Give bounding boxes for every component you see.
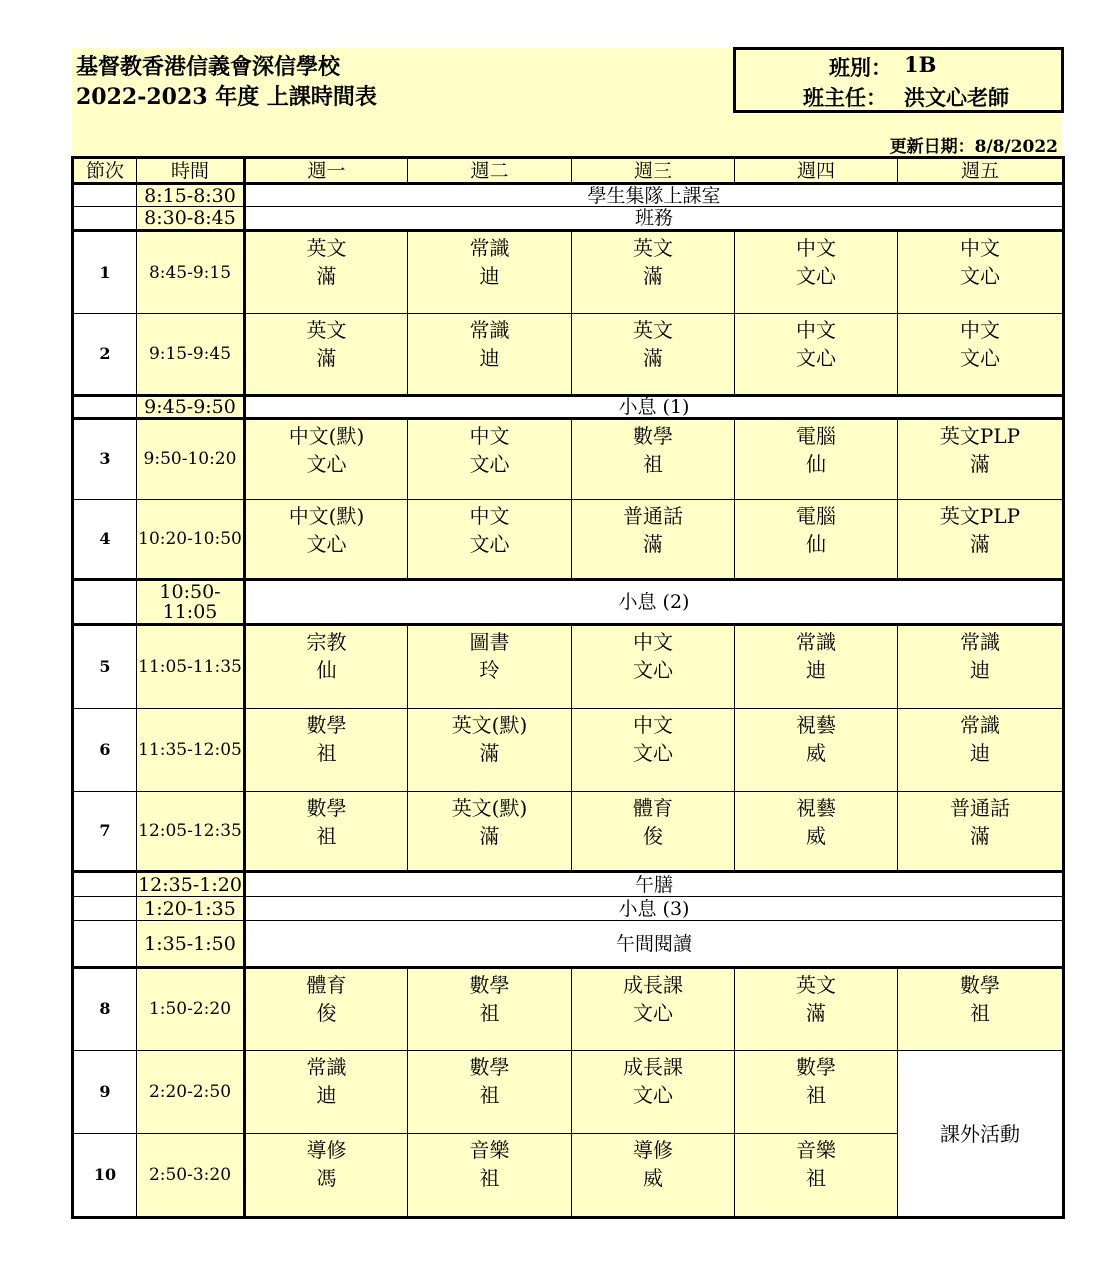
break-time: 1:35-1:50: [137, 921, 245, 967]
teacher: 文心: [633, 740, 673, 765]
subject: 電腦: [796, 503, 836, 528]
subject: 普通話: [623, 503, 683, 528]
teacher: 迪: [970, 740, 990, 765]
subject: 常識: [306, 1055, 347, 1080]
teacher: 仙: [806, 531, 826, 556]
teacher: 仙: [316, 658, 337, 683]
class-info-box: [733, 47, 1064, 113]
teacher: 祖: [316, 740, 337, 765]
subject: 中文: [796, 317, 836, 342]
update-date: 更新日期：8/8/2022: [889, 137, 1058, 157]
period-number: 4: [73, 499, 137, 579]
period-time: 9:50-10:20: [137, 419, 245, 499]
teacher: 滿: [970, 823, 990, 848]
lesson-cell: [245, 499, 408, 579]
teacher: 馮: [316, 1166, 337, 1191]
lesson-cell: [408, 791, 572, 871]
teacher: 滿: [316, 345, 337, 370]
lesson-cell: [572, 967, 735, 1050]
lesson-cell: [245, 967, 408, 1050]
lesson-cell: [408, 1134, 572, 1218]
lesson-cell: [898, 967, 1064, 1050]
teacher: 迪: [479, 345, 500, 370]
lesson-cell: [408, 313, 572, 395]
period-row: [73, 1051, 1064, 1134]
teacher: 迪: [970, 658, 990, 683]
period-time: 2:20-2:50: [137, 1051, 245, 1134]
period-row: [73, 967, 1064, 1050]
lesson-cell: [898, 791, 1064, 871]
subject: 英文: [306, 317, 347, 342]
lesson-cell: [898, 419, 1064, 499]
teacher: 文心: [469, 452, 510, 477]
teacher: 俊: [643, 823, 663, 848]
col-header-thu: 週四: [735, 158, 898, 184]
teacher: 文心: [960, 345, 1000, 370]
lesson-cell: [898, 625, 1064, 708]
subject: 圖書: [469, 630, 510, 655]
lesson-cell: [408, 231, 572, 313]
lesson-cell: [245, 625, 408, 708]
teacher: 迪: [479, 264, 500, 289]
lesson-cell: [898, 231, 1064, 313]
lesson-cell: [245, 791, 408, 871]
subject: 成長課: [623, 972, 683, 997]
lesson-cell: [735, 231, 898, 313]
break-time: 8:30-8:45: [137, 207, 245, 231]
subject: 中文: [469, 424, 510, 449]
break-label: 學生集隊上課室: [245, 184, 1064, 207]
lesson-cell: [408, 499, 572, 579]
subject: 導修: [633, 1138, 673, 1163]
lesson-cell: [572, 499, 735, 579]
lesson-cell: [735, 1134, 898, 1218]
lesson-cell: [245, 231, 408, 313]
header-row: [73, 158, 1064, 184]
lesson-cell: [735, 625, 898, 708]
lesson-cell: [572, 708, 735, 791]
subject: 英文: [633, 317, 673, 342]
teacher: 滿: [643, 345, 663, 370]
teacher: 威: [806, 823, 826, 848]
lesson-cell: [735, 791, 898, 871]
lesson-cell: [572, 1051, 735, 1134]
lesson-cell: [245, 708, 408, 791]
subject: 音樂: [796, 1138, 836, 1163]
lesson-cell: [245, 419, 408, 499]
lesson-cell: [408, 708, 572, 791]
period-time: 12:05-12:35: [137, 791, 245, 871]
period-row: [73, 499, 1064, 579]
break-label: 小息 (1): [245, 396, 1064, 419]
teacher: 祖: [806, 1083, 826, 1108]
teacher: 玲: [479, 658, 500, 683]
period-number: 6: [73, 708, 137, 791]
lesson-cell: [572, 231, 735, 313]
lesson-cell: [572, 419, 735, 499]
subject: 常識: [796, 630, 836, 655]
lesson-cell: [898, 708, 1064, 791]
lesson-cell: [572, 791, 735, 871]
col-header-mon: 週一: [245, 158, 408, 184]
period-row: [73, 791, 1064, 871]
teacher: 滿: [643, 264, 663, 289]
teacher: 滿: [479, 740, 500, 765]
lesson-cell: [735, 967, 898, 1050]
lesson-cell: [735, 313, 898, 395]
break-label: 班務: [245, 207, 1064, 231]
class-value: 1B: [904, 52, 937, 77]
break-label: 小息 (3): [245, 897, 1064, 921]
period-number: 3: [73, 419, 137, 499]
col-header-fri: 週五: [898, 158, 1064, 184]
teacher: 祖: [479, 1083, 500, 1108]
break-row: [73, 921, 1064, 967]
period-row: [73, 419, 1064, 499]
class-label: 班別：: [829, 55, 892, 80]
subject: 體育: [633, 795, 673, 820]
break-row: [73, 184, 1064, 207]
lesson-cell: [408, 625, 572, 708]
subject: 英文PLP: [939, 424, 1021, 449]
period-time: 8:45-9:15: [137, 231, 245, 313]
lesson-cell: [408, 1051, 572, 1134]
subject: 數學: [469, 1055, 510, 1080]
subject: 英文PLP: [939, 503, 1021, 528]
subject: 音樂: [469, 1138, 510, 1163]
period-number: 7: [73, 791, 137, 871]
teacher: 文心: [306, 531, 347, 556]
subject: 中文: [960, 317, 1000, 342]
school-name: 基督教香港信義會深信學校: [76, 54, 341, 80]
teacher: 滿: [479, 823, 500, 848]
teacher: 文心: [796, 264, 836, 289]
teacher: 祖: [479, 1000, 500, 1025]
subject: 英文(默): [451, 795, 528, 820]
period-row: [73, 708, 1064, 791]
teacher: 文心: [306, 452, 347, 477]
timetable-title: 2022-2023 年度 上課時間表: [76, 84, 377, 110]
period-time: 9:15-9:45: [137, 313, 245, 395]
break-row: [73, 872, 1064, 897]
subject: 英文(默): [451, 712, 528, 737]
break-label: 午膳: [245, 872, 1064, 897]
teacher-value: 洪文心老師: [904, 85, 1009, 110]
teacher: 滿: [970, 452, 990, 477]
period-number: 9: [73, 1051, 137, 1134]
subject: 英文: [796, 972, 836, 997]
subject: 體育: [306, 972, 347, 997]
teacher: 文心: [469, 531, 510, 556]
break-row: [73, 579, 1064, 624]
teacher: 迪: [806, 658, 826, 683]
subject: 視藝: [796, 712, 836, 737]
subject: 英文: [633, 236, 673, 261]
subject: 中文: [469, 503, 510, 528]
subject: 普通話: [950, 795, 1010, 820]
teacher: 滿: [970, 531, 990, 556]
subject: 常識: [960, 712, 1000, 737]
subject: 數學: [796, 1055, 836, 1080]
period-number: 8: [73, 967, 137, 1050]
period-time: 2:50-3:20: [137, 1134, 245, 1218]
lesson-cell: [245, 1051, 408, 1134]
teacher: 俊: [316, 1000, 337, 1025]
subject: 導修: [306, 1138, 347, 1163]
period-number: 2: [73, 313, 137, 395]
lesson-cell: [408, 967, 572, 1050]
teacher: 祖: [970, 1000, 990, 1025]
teacher: 祖: [806, 1166, 826, 1191]
subject: 中文: [633, 712, 673, 737]
period-time: 11:05-11:35: [137, 625, 245, 708]
lesson-cell: [245, 1134, 408, 1218]
col-header-wed: 週三: [572, 158, 735, 184]
teacher: 文心: [796, 345, 836, 370]
teacher: 迪: [316, 1083, 337, 1108]
break-row: [73, 396, 1064, 419]
period-time: 11:35-12:05: [137, 708, 245, 791]
subject: 中文: [960, 236, 1000, 261]
teacher: 滿: [806, 1000, 826, 1025]
lesson-cell: [735, 1051, 898, 1134]
teacher: 祖: [643, 452, 663, 477]
period-time: 1:50-2:20: [137, 967, 245, 1050]
teacher: 文心: [633, 1083, 673, 1108]
period-number: 5: [73, 625, 137, 708]
period-number: 1: [73, 231, 137, 313]
subject: 數學: [306, 795, 347, 820]
subject: 成長課: [623, 1055, 683, 1080]
teacher-label: 班主任：: [803, 85, 887, 110]
subject: 數學: [633, 424, 673, 449]
subject: 中文(默): [288, 424, 365, 449]
lesson-cell: [572, 313, 735, 395]
subject: 視藝: [796, 795, 836, 820]
break-row: [73, 207, 1064, 231]
break-time: 9:45-9:50: [137, 396, 245, 419]
col-header-period: 節次: [73, 158, 137, 184]
lesson-cell: [735, 419, 898, 499]
subject: 數學: [960, 972, 1000, 997]
teacher: 文心: [633, 1000, 673, 1025]
period-row: [73, 231, 1064, 313]
timetable: [71, 156, 1065, 1219]
subject: 宗教: [306, 630, 347, 655]
subject: 中文(默): [288, 503, 365, 528]
teacher: 祖: [316, 823, 337, 848]
teacher: 威: [643, 1166, 663, 1191]
break-time: 12:35-1:20: [137, 872, 245, 897]
break-time: 8:15-8:30: [137, 184, 245, 207]
subject: 常識: [960, 630, 1000, 655]
teacher: 文心: [633, 658, 673, 683]
col-header-tue: 週二: [408, 158, 572, 184]
teacher: 仙: [806, 452, 826, 477]
lesson-cell: [898, 499, 1064, 579]
lesson-cell: [572, 625, 735, 708]
subject: 常識: [469, 236, 510, 261]
period-row: [73, 313, 1064, 395]
break-label: 小息 (2): [245, 579, 1064, 624]
subject: 中文: [796, 236, 836, 261]
subject: 數學: [469, 972, 510, 997]
break-label: 午間閱讀: [245, 921, 1064, 967]
subject: 英文: [306, 236, 347, 261]
extra-curricular-cell: 課外活動: [898, 1051, 1064, 1218]
subject: 電腦: [796, 424, 836, 449]
col-header-time: 時間: [137, 158, 245, 184]
subject: 中文: [633, 630, 673, 655]
teacher: 滿: [316, 264, 337, 289]
teacher: 祖: [479, 1166, 500, 1191]
break-row: [73, 897, 1064, 921]
period-number: 10: [73, 1134, 137, 1218]
lesson-cell: [572, 1134, 735, 1218]
period-time: 10:20-10:50: [137, 499, 245, 579]
lesson-cell: [408, 419, 572, 499]
subject: 數學: [306, 712, 347, 737]
break-time: 10:50-11:05: [137, 579, 245, 624]
teacher: 威: [806, 740, 826, 765]
lesson-cell: [735, 708, 898, 791]
teacher: 文心: [960, 264, 1000, 289]
break-time: 1:20-1:35: [137, 897, 245, 921]
period-row: [73, 625, 1064, 708]
lesson-cell: [898, 313, 1064, 395]
teacher: 滿: [643, 531, 663, 556]
subject: 常識: [469, 317, 510, 342]
lesson-cell: [245, 313, 408, 395]
lesson-cell: [735, 499, 898, 579]
